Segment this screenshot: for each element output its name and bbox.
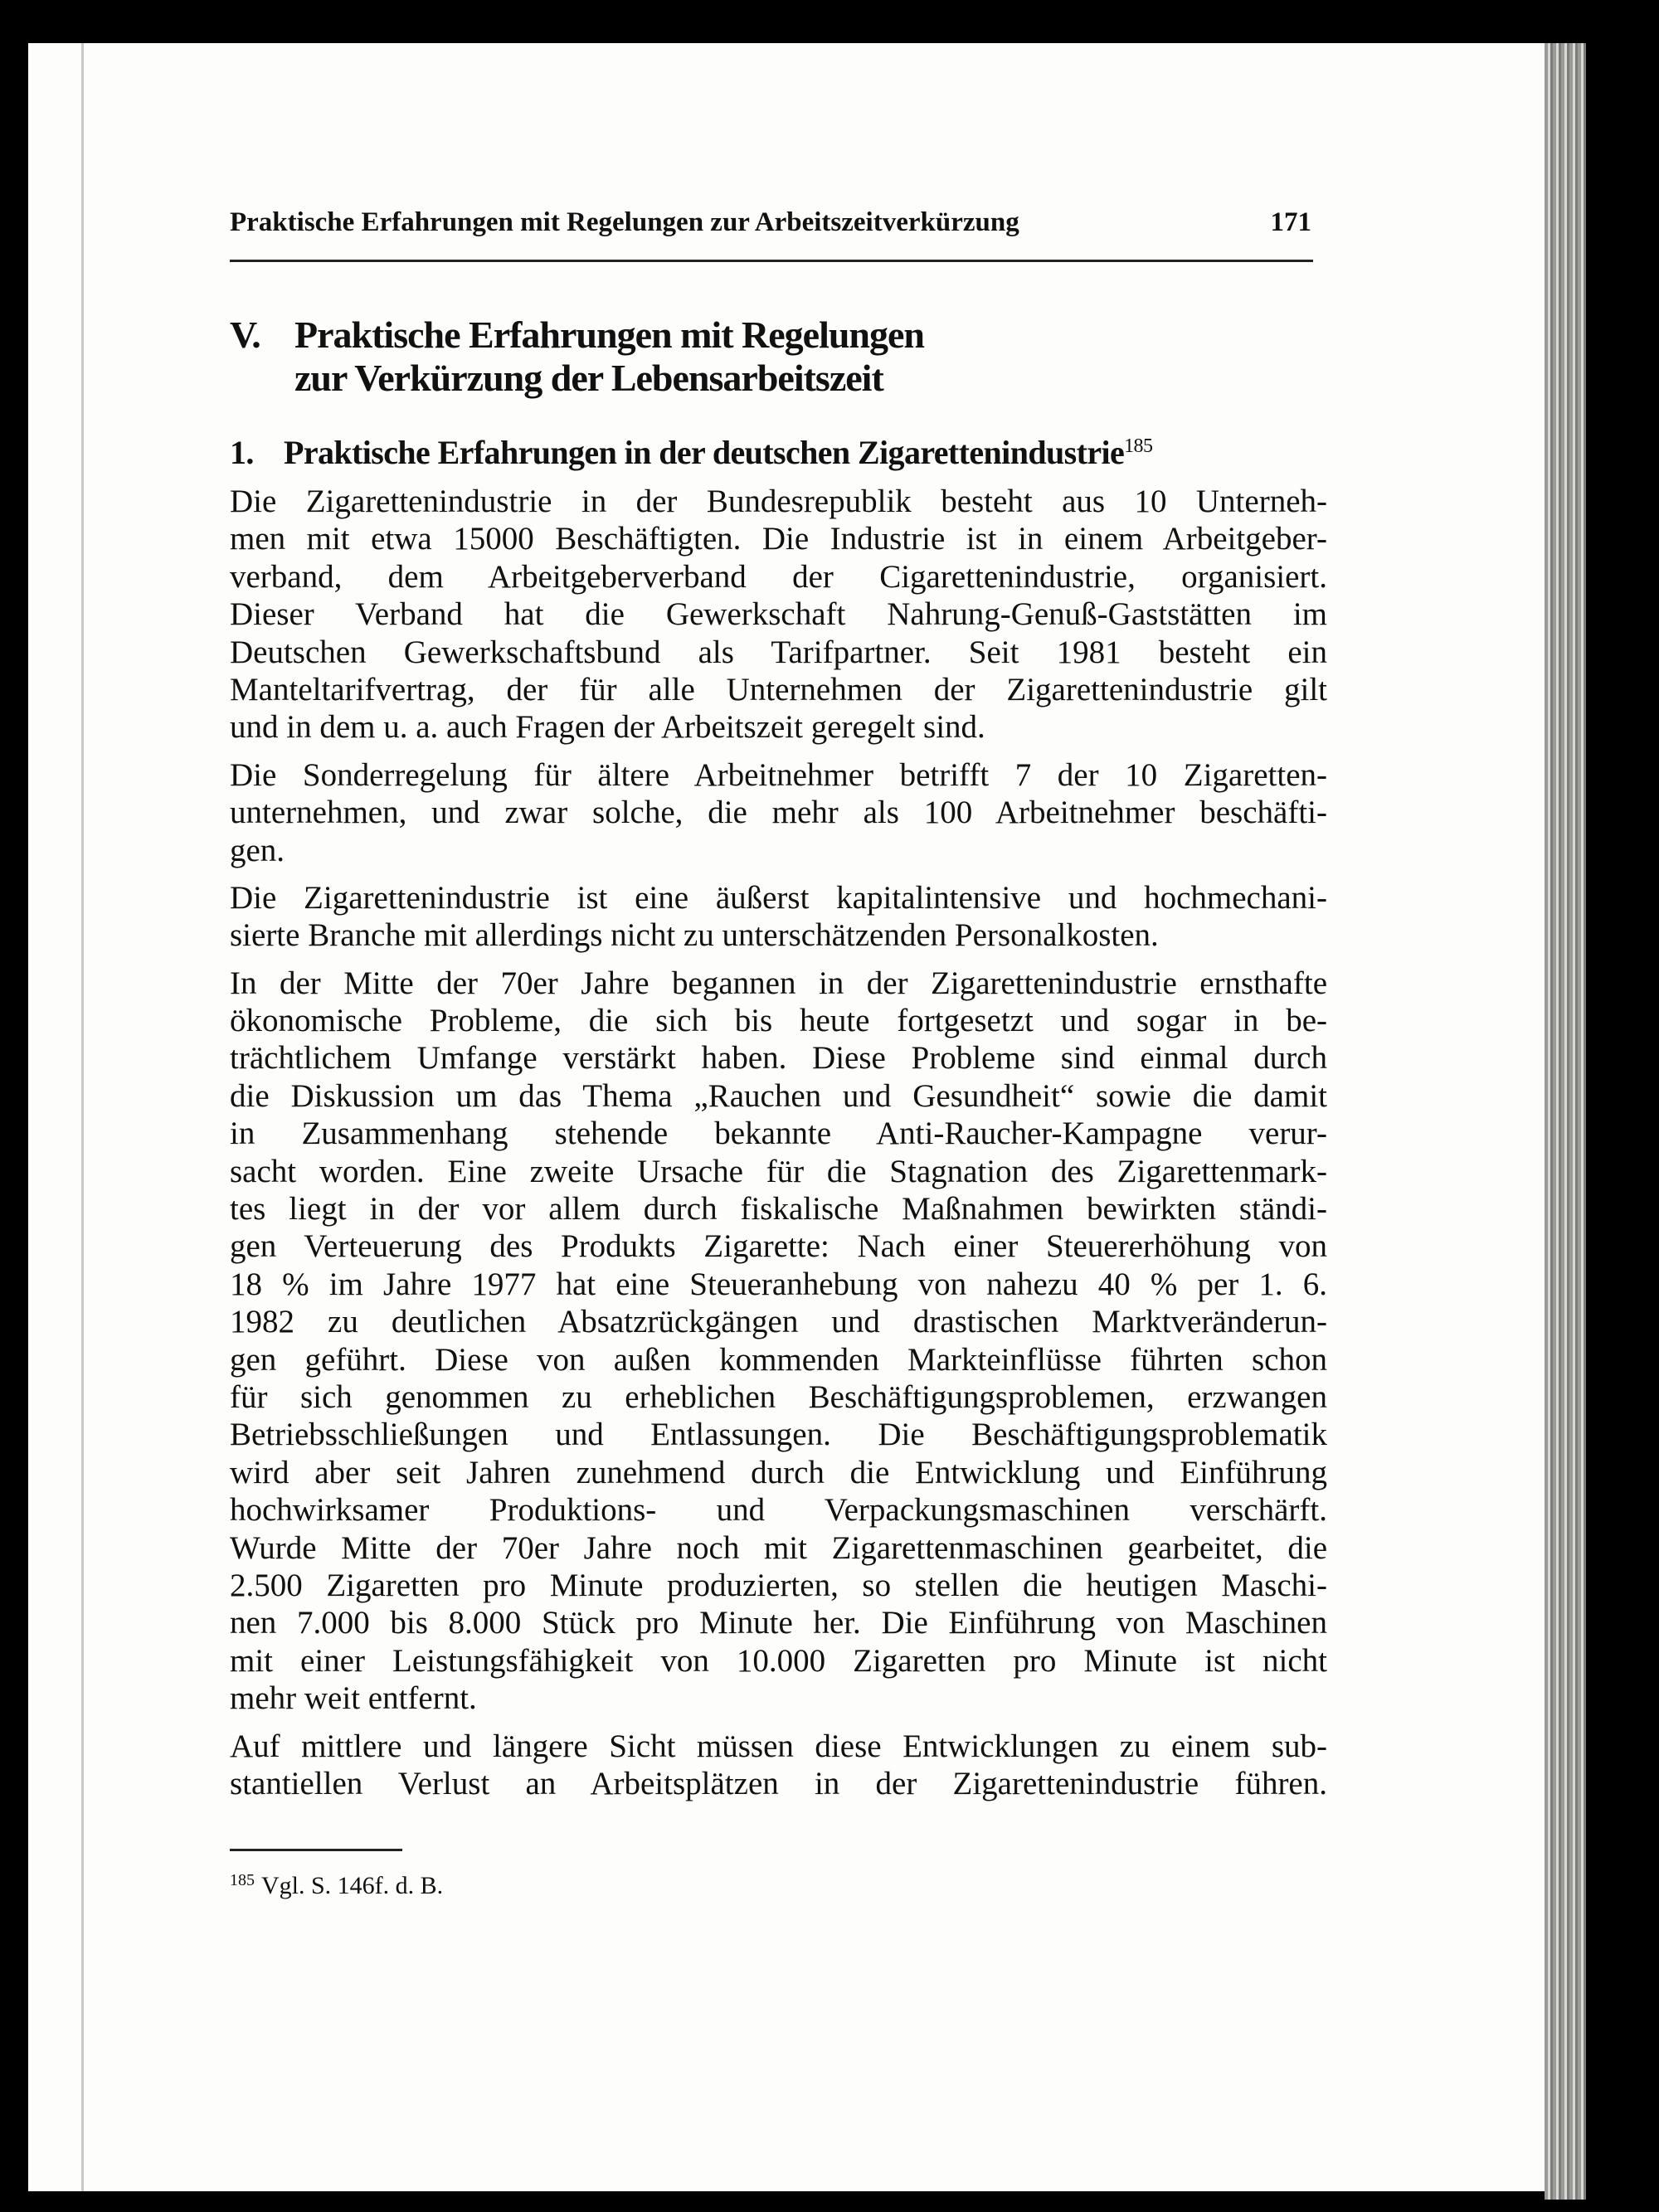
text-line: ökonomische Probleme, die sich bis heute fortgesetzt und sogar in be- [230, 1003, 1327, 1039]
text-line: mit einer Leistungsfähigkeit von 10.000 Zigaretten pro Minute ist nicht [230, 1642, 1327, 1679]
text-line: Dieser Verband hat die Gewerkschaft Nahrung-Genuß-Gaststätten im [230, 596, 1327, 633]
text-line: für sich genommen zu erheblichen Beschäftigungsproblemen, erzwangen [230, 1378, 1327, 1415]
text-line: hochwirksamer Produktions- und Verpackungsmaschinen verschärft. [230, 1492, 1327, 1529]
paragraph [230, 1728, 1327, 1803]
text-line: stantiellen Verlust an Arbeitsplätzen in der Zigarettenindustrie führen. [230, 1765, 1327, 1801]
chapter-title-line-2: zur Verkürzung der Lebensarbeitszeit [294, 357, 883, 399]
text-line: 18 % im Jahre 1977 hat eine Steueranhebung von nahezu 40 % per 1. 6. [230, 1266, 1327, 1302]
text-line: unternehmen, und zwar solche, die mehr als 100 Arbeitnehmer beschäfti- [230, 795, 1327, 831]
text-line: die Diskussion um das Thema „Rauchen und Gesundheit“ sowie die damit [230, 1077, 1327, 1114]
chapter-number: V. [230, 314, 260, 356]
text-line: tes liegt in der vor allem durch fiskalische Maßnahmen bewirkten ständi- [230, 1191, 1327, 1228]
text-line: 2.500 Zigaretten pro Minute produzierten, so stellen die heutigen Maschi- [230, 1567, 1327, 1603]
text-line: in Zusammenhang stehende bekannte Anti-Raucher-Kampagne verur- [230, 1116, 1327, 1152]
footnote-text: Vgl. S. 146f. d. B. [261, 1872, 444, 1899]
text-line: men mit etwa 15000 Beschäftigten. Die Industrie ist in einem Arbeitgeber- [230, 521, 1327, 557]
paragraph [230, 756, 1327, 869]
text-line: mehr weit entfernt. [230, 1680, 477, 1717]
text-line: Manteltarifvertrag, der für alle Unternehmen der Zigarettenindustrie gilt [230, 671, 1327, 707]
footnote-number: 185 [230, 1871, 255, 1889]
paragraph [230, 965, 1327, 1718]
text-line: sacht worden. Eine zweite Ursache für die Stagnation des Zigarettenmark- [230, 1153, 1327, 1189]
chapter-heading [230, 314, 924, 400]
chapter-title-line-1: Praktische Erfahrungen mit Regelungen [294, 314, 925, 356]
section-number: 1. [230, 434, 254, 471]
section-title: Praktische Erfahrungen in der deutschen Zigarettenindustrie [284, 434, 1125, 471]
footnote-rule [230, 1849, 402, 1851]
running-header-title: Praktische Erfahrungen mit Regelungen zur Arbeitszeitverkürzung [230, 207, 1019, 237]
text-line: Auf mittlere und längere Sicht müssen diese Entwicklungen zu einem sub- [230, 1728, 1327, 1764]
footnote [230, 1871, 443, 1900]
text-line: und in dem u. a. auch Fragen der Arbeitszeit geregelt sind. [230, 709, 985, 746]
page-stack-edges [1545, 43, 1586, 2200]
body-text [230, 483, 1327, 1812]
text-line: Betriebsschließungen und Entlassungen. Die Beschäftigungsproblematik [230, 1417, 1327, 1453]
text-line: gen Verteuerung des Produkts Zigarette: Nach einer Steuererhöhung von [230, 1228, 1327, 1265]
page-gutter-edge [81, 43, 84, 2191]
page-number: 171 [1270, 207, 1311, 237]
text-line: nen 7.000 bis 8.000 Stück pro Minute her. Die Einführung von Maschinen [230, 1605, 1327, 1641]
text-line: Die Zigarettenindustrie in der Bundesrepublik besteht aus 10 Unterneh- [230, 484, 1327, 519]
text-line: gen geführt. Diese von außen kommenden Markteinflüsse führten schon [230, 1341, 1327, 1378]
text-line: sierte Branche mit allerdings nicht zu unterschätzenden Personalkosten. [230, 917, 1159, 954]
text-line: Die Sonderregelung für ältere Arbeitnehmer betrifft 7 der 10 Zigaretten- [230, 756, 1327, 793]
section-heading [230, 433, 1152, 472]
text-line: trächtlichem Umfange verstärkt haben. Diese Probleme sind einmal durch [230, 1040, 1327, 1077]
header-rule [230, 260, 1313, 262]
footnote-reference: 185 [1124, 435, 1153, 457]
paragraph [230, 879, 1327, 955]
text-line: In der Mitte der 70er Jahre begannen in der Zigarettenindustrie ernsthafte [230, 965, 1327, 1001]
text-line: wird aber seit Jahren zunehmend durch die Entwicklung und Einführung [230, 1454, 1327, 1490]
text-line: Deutschen Gewerkschaftsbund als Tarifpartner. Seit 1981 besteht ein [230, 634, 1327, 670]
running-header [230, 207, 1311, 238]
text-line: Wurde Mitte der 70er Jahre noch mit Zigarettenmaschinen gearbeitet, die [230, 1529, 1327, 1566]
text-line: 1982 zu deutlichen Absatzrückgängen und drastischen Marktveränderun- [230, 1304, 1327, 1340]
text-line: verband, dem Arbeitgeberverband der Cigarettenindustrie, organisiert. [230, 558, 1327, 595]
text-line: Die Zigarettenindustrie ist eine äußerst kapitalintensive und hochmechani- [230, 879, 1327, 916]
text-line: gen. [230, 832, 285, 868]
paragraph [230, 483, 1327, 746]
